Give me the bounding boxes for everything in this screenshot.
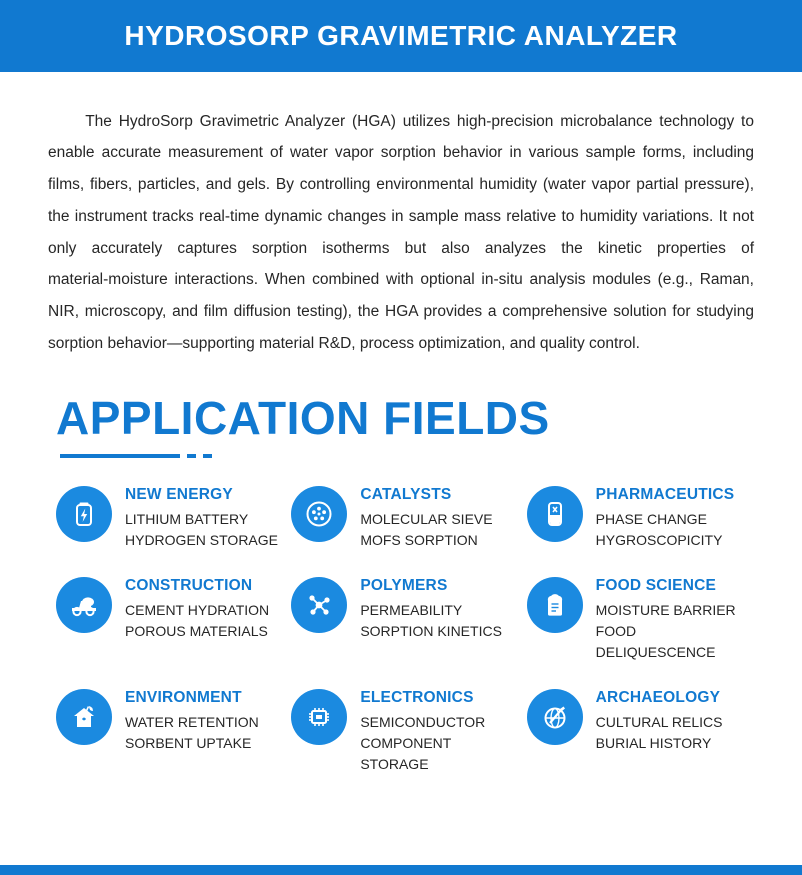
underline-dash-1 (187, 454, 196, 458)
field-item (527, 575, 756, 663)
field-title: NEW ENERGY (125, 485, 233, 503)
microchip-icon (291, 689, 347, 745)
field-line: PERMEABILITY (360, 601, 463, 618)
field-title: ELECTRONICS (360, 688, 474, 706)
field-item (56, 575, 285, 663)
footer-accent-bar (0, 865, 802, 875)
field-line: MOFS SORPTION (360, 531, 478, 548)
molecule-icon (291, 577, 347, 633)
field-line: PHASE CHANGE (595, 510, 707, 527)
archaeology-globe-icon (527, 689, 583, 745)
battery-icon (56, 486, 112, 542)
field-line: FOOD DELIQUESCENCE (595, 622, 716, 660)
underline-bar (60, 454, 180, 458)
field-text (360, 687, 520, 775)
field-title: CATALYSTS (360, 485, 452, 503)
field-item (291, 484, 520, 551)
field-line: MOISTURE BARRIER (595, 601, 736, 618)
header-banner (0, 0, 802, 72)
application-fields-grid (0, 484, 802, 775)
section-title: APPLICATION FIELDS (56, 391, 550, 444)
application-fields-heading (0, 391, 802, 458)
field-text (125, 687, 259, 754)
field-title: PHARMACEUTICS (595, 485, 735, 503)
field-item (291, 687, 520, 775)
field-line: COMPONENT STORAGE (360, 734, 452, 772)
page-title: HYDROSORP GRAVIMETRIC ANALYZER (124, 20, 678, 51)
intro-section (0, 72, 802, 360)
field-title: POLYMERS (360, 576, 448, 594)
field-line: BURIAL HISTORY (595, 734, 712, 751)
field-item (56, 687, 285, 775)
field-text (125, 575, 269, 642)
section-underline (60, 454, 802, 458)
field-line: HYGROSCOPICITY (595, 531, 723, 548)
underline-dash-2 (203, 454, 212, 458)
field-text (596, 575, 756, 663)
field-line: CEMENT HYDRATION (125, 601, 270, 618)
field-item (527, 687, 756, 775)
field-line: SEMICONDUCTOR (360, 713, 486, 730)
field-text (360, 575, 502, 642)
field-text (125, 484, 278, 551)
field-title: FOOD SCIENCE (595, 576, 717, 594)
field-title: ARCHAEOLOGY (595, 688, 721, 706)
bread-slice-icon (527, 577, 583, 633)
field-title: CONSTRUCTION (125, 576, 253, 594)
cement-mixer-truck-icon (56, 577, 112, 633)
catalyst-particles-icon (291, 486, 347, 542)
field-text (596, 687, 723, 754)
field-line: LITHIUM BATTERY (125, 510, 249, 527)
field-line: SORPTION KINETICS (360, 622, 502, 639)
field-line: SORBENT UPTAKE (125, 734, 252, 751)
field-item (527, 484, 756, 551)
field-item (291, 575, 520, 663)
field-line: WATER RETENTION (125, 713, 259, 730)
field-title: ENVIRONMENT (125, 688, 242, 706)
test-tube-icon (527, 486, 583, 542)
field-line: HYDROGEN STORAGE (125, 531, 278, 548)
field-line: CULTURAL RELICS (595, 713, 723, 730)
field-text (596, 484, 735, 551)
eco-house-icon (56, 689, 112, 745)
intro-paragraph: The HydroSorp Gravimetric Analyzer (HGA) utilizes high-precision microbalance technology to enable accurate measurement of water vapor sorption behavior in various sample forms, including films, fibers, particles, and gels. By controlling environmental humidity (water vapor partial pressure), the instrument tracks real-time dynamic changes in sample mass relative to humidity variations. It not only accurately captures sorption isotherms but also analyzes the kinetic properties of material‑moisture interactions. When combined with optional in-situ analysis modules (e.g., Raman, NIR, microscopy, and film diffusion testing), the HGA provides a comprehensive solution for studying sorption behavior—supporting material R&D, process optimization, and quality control. (48, 112, 754, 352)
field-item (56, 484, 285, 551)
field-text (360, 484, 492, 551)
field-line: POROUS MATERIALS (125, 622, 268, 639)
field-line: MOLECULAR SIEVE (360, 510, 493, 527)
